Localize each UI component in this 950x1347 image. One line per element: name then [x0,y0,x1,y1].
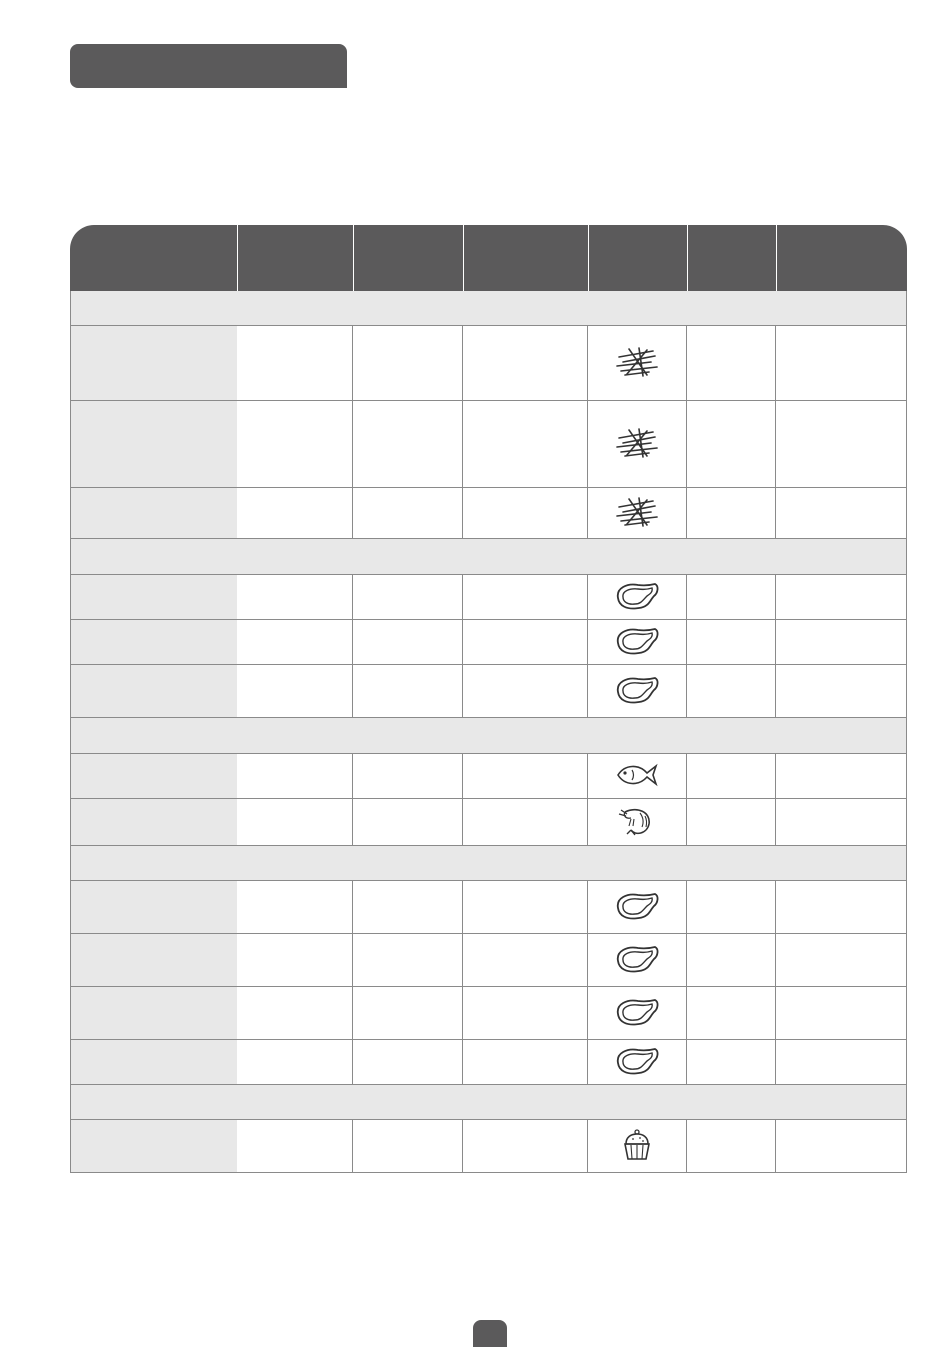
header-cell [687,225,776,291]
table-cell [353,620,463,665]
row-label [70,488,237,539]
table-cell [687,934,776,987]
row-label [70,665,237,718]
table-cell [237,799,353,846]
table-cell [463,488,588,539]
steak-icon [613,1044,661,1078]
food-type-cell [588,799,687,846]
fries-icon [613,426,661,460]
table-cell [776,401,907,488]
section-row [70,539,907,575]
table-cell [237,934,353,987]
table-cell [463,326,588,401]
table-cell [353,987,463,1040]
row-label [70,987,237,1040]
section-row [70,846,907,881]
table-cell [687,881,776,934]
row-label [70,1120,237,1173]
table-cell [687,1040,776,1085]
table-cell [353,1040,463,1085]
table-cell [237,1120,353,1173]
table-row [70,665,907,718]
table-cell [353,754,463,799]
table-cell [463,1120,588,1173]
table-cell [776,754,907,799]
table-cell [687,575,776,620]
table-cell [776,620,907,665]
section-row [70,718,907,754]
table-cell [237,1040,353,1085]
table-cell [353,934,463,987]
table-cell [463,1040,588,1085]
section-title [70,44,347,68]
table-cell [687,987,776,1040]
table-row [70,326,907,401]
table-cell [353,488,463,539]
table-row [70,754,907,799]
cooking-guide-table [70,225,907,1173]
row-label [70,620,237,665]
header-cell [353,225,463,291]
row-label [70,401,237,488]
table-cell [353,665,463,718]
table-cell [687,1120,776,1173]
table-cell [237,620,353,665]
table-cell [776,326,907,401]
table-cell [776,1040,907,1085]
section-label [70,539,907,575]
food-type-cell [588,987,687,1040]
steak-icon [613,579,661,613]
section-label [70,846,907,881]
row-label [70,575,237,620]
food-type-cell [588,575,687,620]
fish-icon [613,758,661,792]
header-cell [70,225,237,291]
table-cell [776,488,907,539]
table-cell [776,665,907,718]
table-cell [237,575,353,620]
table-cell [237,987,353,1040]
section-label [70,1085,907,1120]
table-cell [353,1120,463,1173]
table-cell [463,575,588,620]
table-cell [687,754,776,799]
row-label [70,881,237,934]
table-row [70,987,907,1040]
table-cell [687,488,776,539]
food-type-cell [588,326,687,401]
table-row [70,620,907,665]
table-cell [463,620,588,665]
header-cell [776,225,907,291]
table-header-row [70,225,907,291]
table-row [70,934,907,987]
table-cell [237,488,353,539]
fries-icon [613,345,661,379]
section-label [70,291,907,326]
row-label [70,799,237,846]
table-cell [463,881,588,934]
table-row [70,881,907,934]
food-type-cell [588,754,687,799]
food-type-cell [588,1040,687,1085]
table-cell [353,401,463,488]
table-cell [776,881,907,934]
row-label [70,326,237,401]
table-cell [237,881,353,934]
food-type-cell [588,1120,687,1173]
steak-icon [613,673,661,707]
shrimp-icon [613,804,661,838]
table-row [70,575,907,620]
fries-icon [613,495,661,529]
table-row [70,488,907,539]
steak-icon [613,889,661,923]
table-cell [237,401,353,488]
table-cell [463,754,588,799]
table-row [70,1120,907,1173]
food-type-cell [588,934,687,987]
table-cell [353,881,463,934]
steak-icon [613,995,661,1029]
table-row [70,799,907,846]
header-cell [588,225,687,291]
food-type-cell [588,620,687,665]
row-label [70,754,237,799]
table-row [70,1040,907,1085]
table-cell [463,934,588,987]
section-row [70,291,907,326]
food-type-cell [588,401,687,488]
food-type-cell [588,665,687,718]
table-cell [687,401,776,488]
table-cell [353,799,463,846]
table-cell [237,665,353,718]
table-cell [687,326,776,401]
table-cell [463,799,588,846]
food-type-cell [588,881,687,934]
row-label [70,934,237,987]
table-cell [237,326,353,401]
steak-icon [613,624,661,658]
steak-icon [613,942,661,976]
header-cell [463,225,588,291]
table-cell [776,934,907,987]
row-label [70,1040,237,1085]
table-cell [776,987,907,1040]
food-type-cell [588,488,687,539]
table-cell [776,1120,907,1173]
table-cell [463,987,588,1040]
header-cell [237,225,353,291]
table-cell [687,799,776,846]
table-cell [353,575,463,620]
table-cell [237,754,353,799]
table-cell [776,575,907,620]
section-row [70,1085,907,1120]
table-cell [687,620,776,665]
section-label [70,718,907,754]
table-cell [463,665,588,718]
cupcake-icon [613,1128,661,1162]
table-cell [463,401,588,488]
table-cell [353,326,463,401]
table-cell [687,665,776,718]
table-row [70,401,907,488]
table-cell [776,799,907,846]
section-title-tab [70,44,347,88]
page-number-tab [473,1320,507,1347]
